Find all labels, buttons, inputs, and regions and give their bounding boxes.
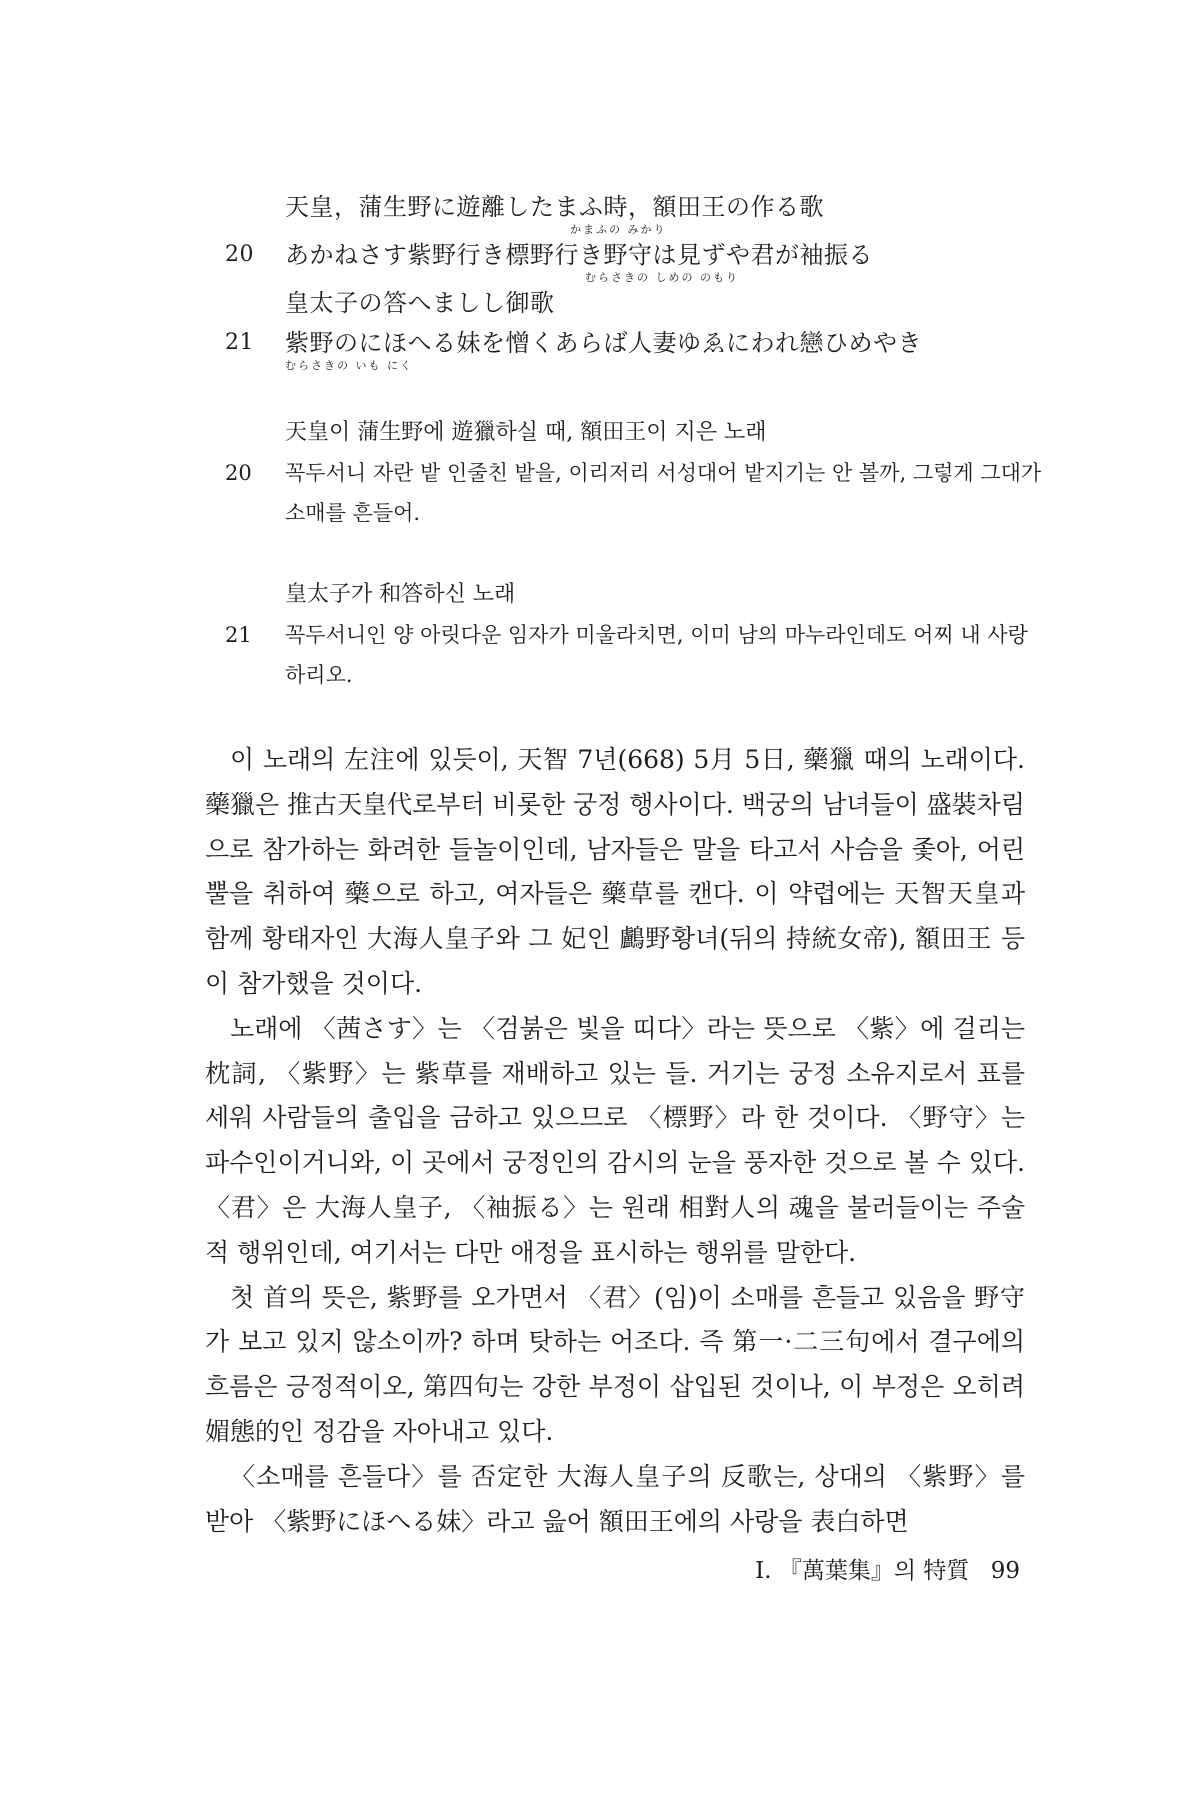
poem-text-21: 紫野のにほへる妹を憎くあらば人妻ゆゑにわれ戀ひめやき: [285, 329, 922, 357]
translation-number-20: 20: [225, 461, 252, 485]
poem-number-20: 20: [225, 242, 254, 267]
commentary-paragraph: 노래에 〈茜さす〉는 〈검붉은 빛을 띠다〉라는 뜻으로 〈紫〉에 걸리는 枕詞, 〈紫野〉는 紫草를 재배하고 있는 들. 거기는 궁정 소유지로서 표를 세워 사람들의 출입을 금하고 있으므로 〈標野〉라 한 것이다. 〈野守〉는 파수인이거니와, 이 곳에서 궁정인의 감시의 눈을 풍자한 것으로 볼 수 있다. 〈君〉은 大海人皇子, 〈袖振る〉는 원래 相對人의 魂을 불러들이는 주술적 행위인데, 여기서는 다만 애정을 표시하는 행위를 말한다.: [205, 1013, 1025, 1267]
korean-translation-block-2: [225, 575, 1055, 695]
translation-text-20: 꼭두서니 자란 밭 인줄친 밭을, 이리저리 서성대어 밭지기는 안 볼까, 그렇게 그대가 소매를 흔들어.: [285, 461, 1042, 525]
furigana-poem-20: むらさきの しめの のもり: [585, 271, 739, 284]
translation-number-21: 21: [225, 623, 252, 647]
poem-text-20: あかねさす紫野行き標野行き野守は見ずや君が袖振る: [285, 241, 873, 269]
commentary-body: [205, 738, 1025, 1544]
commentary-paragraph: 첫 首의 뜻은, 紫野를 오가면서 〈君〉(임)이 소매를 흔들고 있음을 野守가 보고 있지 않소이까? 하며 탓하는 어조다. 즉 第一·二三句에서 결구에의 흐름은 긍정적이오, 第四句는 강한 부정이 삽입된 것이나, 이 부정은 오히려 媚態的인 정감을 자아내고 있다.: [205, 1282, 1025, 1446]
translation-20: [225, 453, 1055, 533]
page-number: 99: [990, 1558, 1020, 1584]
translation-21: [225, 615, 1055, 695]
commentary-paragraph: 이 노래의 左注에 있듯이, 天智 7년(668) 5月 5日, 藥獵 때의 노래이다. 藥獵은 推古天皇代로부터 비롯한 궁정 행사이다. 백궁의 남녀들이 盛裝차림으로 참가하는 화려한 들놀이인데, 남자들은 말을 타고서 사슴을 좇아, 어린 뿔을 취하여 藥으로 하고, 여자들은 藥草를 캔다. 이 약렵에는 天智天皇과 함께 황태자인 大海人皇子와 그 妃인 鸕野황녀(뒤의 持統女帝), 額田王 등이 참가했을 것이다.: [205, 745, 1025, 998]
translation-heading-1: 天皇이 蒲生野에 遊獵하실 때, 額田王이 지은 노래: [285, 420, 767, 445]
japanese-poem-block: [225, 190, 1045, 374]
poem-heading-2: 皇太子の答へましし御歌: [285, 289, 555, 317]
furigana-poem-21: むらさきの いも にく: [285, 359, 413, 372]
translation-text-21: 꼭두서니인 양 아릿다운 임자가 미울라치면, 이미 남의 마누라인데도 어찌 내 사랑하리오.: [285, 623, 1028, 687]
commentary-paragraph: 〈소매를 흔들다〉를 否定한 大海人皇子의 反歌는, 상대의 〈紫野〉를 받아 〈紫野にほへる妹〉라고 읊어 額田王에의 사랑을 表白하면: [205, 1461, 1025, 1536]
poem-20: [225, 238, 1045, 272]
running-footer-chapter: I. 『萬葉集』의 特質: [755, 1558, 970, 1584]
poem-number-21: 21: [225, 330, 254, 355]
korean-translation-block-1: [225, 413, 1055, 533]
page-footer: [720, 1552, 1020, 1585]
poem-21: [225, 326, 1045, 360]
furigana-heading-1: かまふの みかり: [570, 223, 667, 236]
translation-heading-2: 皇太子가 和答하신 노래: [285, 582, 516, 607]
poem-heading-1: 天皇，蒲生野に遊離したまふ時，額田王の作る歌: [285, 193, 824, 221]
